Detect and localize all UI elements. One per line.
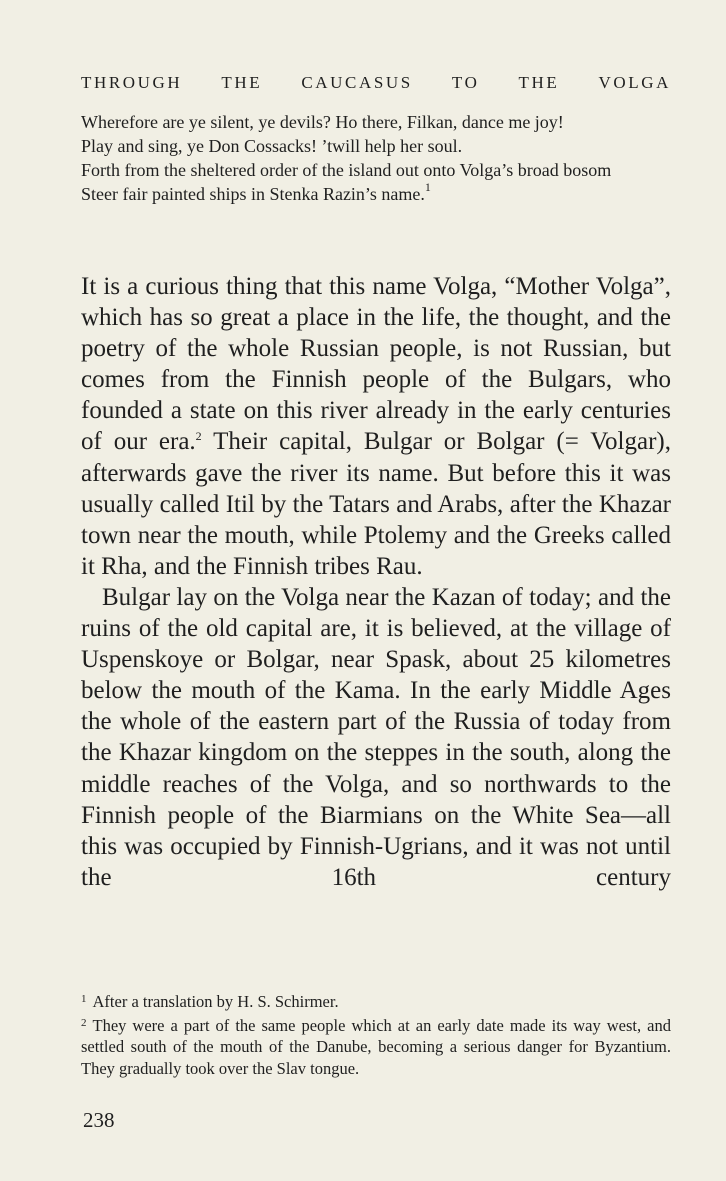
verse-line: Forth from the sheltered order of the island out onto Volga’s broad bosom xyxy=(81,160,612,180)
footnote-text: They were a part of the same people which at an early date made its way west, and settled south of the mouth of the Danube, becoming a serious danger for Byzantium. They gradually took over the Slav tongue. xyxy=(81,1015,671,1078)
footnotes xyxy=(81,989,671,1079)
footnote-text: After a translation by H. S. Schirmer. xyxy=(92,992,339,1011)
running-head-word: CAUCASUS xyxy=(301,73,413,92)
footnote-mark: 1 xyxy=(81,993,87,1005)
verse-line-text: Steer fair painted ships in Stenka Razin’s name. xyxy=(81,184,425,204)
verse-line: Wherefore are ye silent, ye devils? Ho there, Filkan, dance me joy! xyxy=(81,112,564,132)
body-text xyxy=(81,271,671,893)
verse-quotation xyxy=(81,110,671,206)
footnote xyxy=(81,989,671,1013)
footnote-reference: 2 xyxy=(195,429,202,444)
running-head-word: THE xyxy=(518,73,560,92)
running-head xyxy=(81,73,671,93)
footnote xyxy=(81,1013,671,1080)
running-head-word: THROUGH xyxy=(81,73,183,92)
verse-line xyxy=(81,182,671,206)
paragraph-text: It is a curious thing that this name Volga, “Mother Volga”, which has so great a place in the life, the thought, and the poetry of the whole Russian people, is not Russian, but comes from the Finnish people of the Bulgars, who founded a state on this river already in the early centuries of our era. xyxy=(81,273,671,456)
running-head-word: TO xyxy=(451,73,480,92)
body-paragraph xyxy=(81,271,671,582)
running-head-word: THE xyxy=(221,73,263,92)
verse-line: Play and sing, ye Don Cossacks! ’twill help her soul. xyxy=(81,136,463,156)
paragraph-text: Their capital, Bulgar or Bolgar (= Volgar), afterwards gave the river its name. But before this it was usually called Itil by the Tatars and Arabs, after the Khazar town near the mouth, while Ptolemy and the Greeks called it Rha, and the Finnish tribes Rau. xyxy=(81,428,672,580)
footnote-reference: 1 xyxy=(424,180,431,194)
running-head-word: VOLGA xyxy=(598,73,671,92)
body-paragraph: Bulgar lay on the Volga near the Kazan of today; and the ruins of the old capital are, it is believed, at the village of Uspenskoye or Bolgar, near Spask, about 25 kilometres below the mouth of the Kama. In the early Middle Ages the whole of the eastern part of the Russia of today from the Khazar kingdom on the steppes in the south, along the middle reaches of the Volga, and so northwards to the Finnish people of the Biarmians on the White Sea—all this was occupied by Finnish-Ugrians, and it was not until the 16th century xyxy=(81,583,671,891)
page-number: 238 xyxy=(83,1108,115,1132)
footnote-mark: 2 xyxy=(81,1016,87,1029)
